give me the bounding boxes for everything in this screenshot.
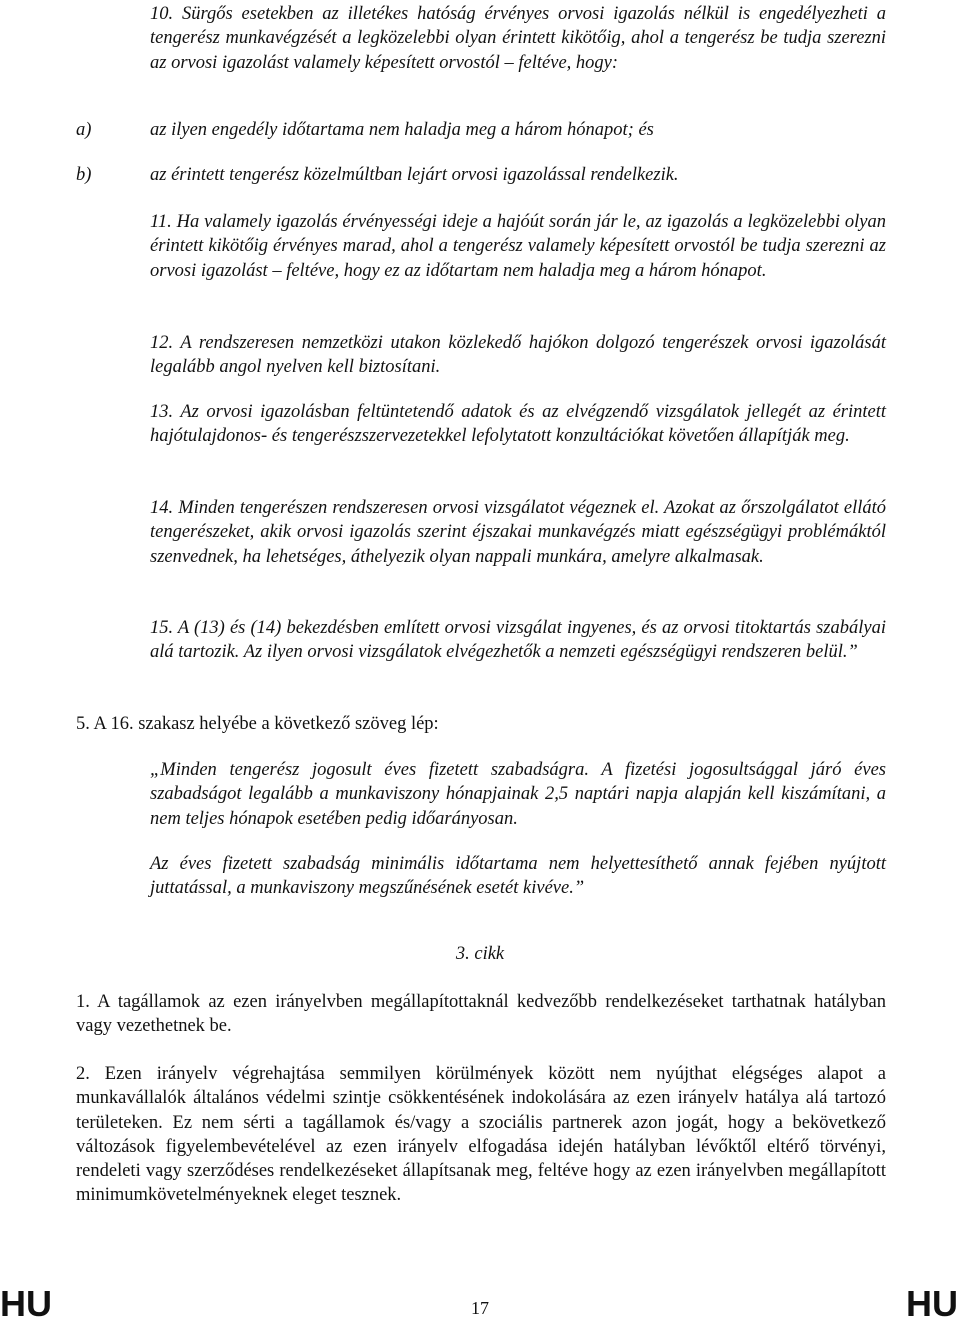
article-paragraph-2: 2. Ezen irányelv végrehajtása semmilyen körülmények között nem nyújthat elégséges alapot a munkavállalók általános védelmi szintje csökkentésének indokolására az ezen irányelv hatálya alá tartozó területeken. Ez nem sérti a tagállamok és/vagy a szociális partnerek azon jogát, hogy a bekövetkező változások figyelembevételével az ezen irányelv elfogadása idején hatályban lévőktől eltérő törvényi, rendeleti vagy szerződéses rendelkezéseket állapítsanak meg, feltéve hogy az ezen irányelvben megállapított minimumkövetelményeknek eleget tesznek. [76, 1064, 886, 1206]
list-item-b-label: b) [76, 165, 92, 185]
paragraph-11: 11. Ha valamely igazolás érvényességi ideje a hajóút során jár le, az igazolás a legközelebbi olyan érintett kikötőig érvényes marad, ahol a tengerész valamely képesített orvostól be tudja szerezni az orvosi igazolást – feltéve, hogy ez az időtartam nem haladja meg a három hónapot. [150, 212, 886, 281]
paragraph-12: 12. A rendszeresen nemzetközi utakon közlekedő hajókon dolgozó tengerészek orvosi igazolását legalább angol nyelven kell biztosítani. [150, 333, 886, 378]
list-item-a-text: az ilyen engedély időtartama nem haladja meg a három hónapot; és [150, 120, 654, 140]
list-item-b-text: az érintett tengerész közelmúltban lejárt orvosi igazolással rendelkezik. [150, 165, 679, 185]
list-item-a-label: a) [76, 120, 92, 140]
paragraph-14: 14. Minden tengerészen rendszeresen orvosi vizsgálatot végeznek el. Azokat az őrszolgálatot ellátó tengerészeket, akik orvosi igazolás szerint éjszakai munkavégzés miatt egészségügyi problémáktól szenvednek, ha lehetséges, áthelyezik olyan nappali munkára, amelyre alkalmasak. [150, 498, 886, 567]
paragraph-5: 5. A 16. szakasz helyébe a következő szöveg lép: [76, 714, 439, 734]
article-paragraph-1: 1. A tagállamok az ezen irányelvben megállapítottaknál kedvezőbb rendelkezéseket tarthatnak hatályban vagy vezethetnek be. [76, 992, 886, 1037]
footer-language-code-right: HU [906, 1283, 958, 1324]
quoted-paragraph-2: Az éves fizetett szabadság minimális időtartama nem helyettesíthető annak fejében nyújtott juttatással, a munkaviszony megszűnésének esetét kivéve.” [150, 854, 886, 899]
quoted-paragraph-1: „Minden tengerész jogosult éves fizetett szabadságra. A fizetési jogosultsággal járó éves szabadságot legalább a munkaviszony hónapjainak 2,5 naptári napja alapján kell kiszámítani, a nem teljes hónapok esetében pedig időarányosan. [150, 760, 886, 829]
paragraph-10: 10. Sürgős esetekben az illetékes hatóság érvényes orvosi igazolás nélkül is engedélyezheti a tengerész munkavégzését a legközelebbi olyan érintett kikötőig, ahol a tengerész be tudja szerezni az orvosi igazolást valamely képesített orvostól – feltéve, hogy: [150, 4, 886, 73]
paragraph-15: 15. A (13) és (14) bekezdésben említett orvosi vizsgálat ingyenes, és az orvosi titoktartás szabályai alá tartozik. Az ilyen orvosi vizsgálatok elvégezhetők a nemzeti egészségügyi rendszeren belül.” [150, 618, 886, 663]
page-number: 17 [471, 1298, 489, 1318]
article-heading: 3. cikk [455, 944, 505, 964]
paragraph-13: 13. Az orvosi igazolásban feltüntetendő adatok és az elvégzendő vizsgálatok jellegét az érintett hajótulajdonos- és tengerészszervezetekkel lefolytatott konzultációkat követően állapítják meg. [150, 402, 886, 447]
footer-language-code-left: HU [0, 1283, 52, 1324]
